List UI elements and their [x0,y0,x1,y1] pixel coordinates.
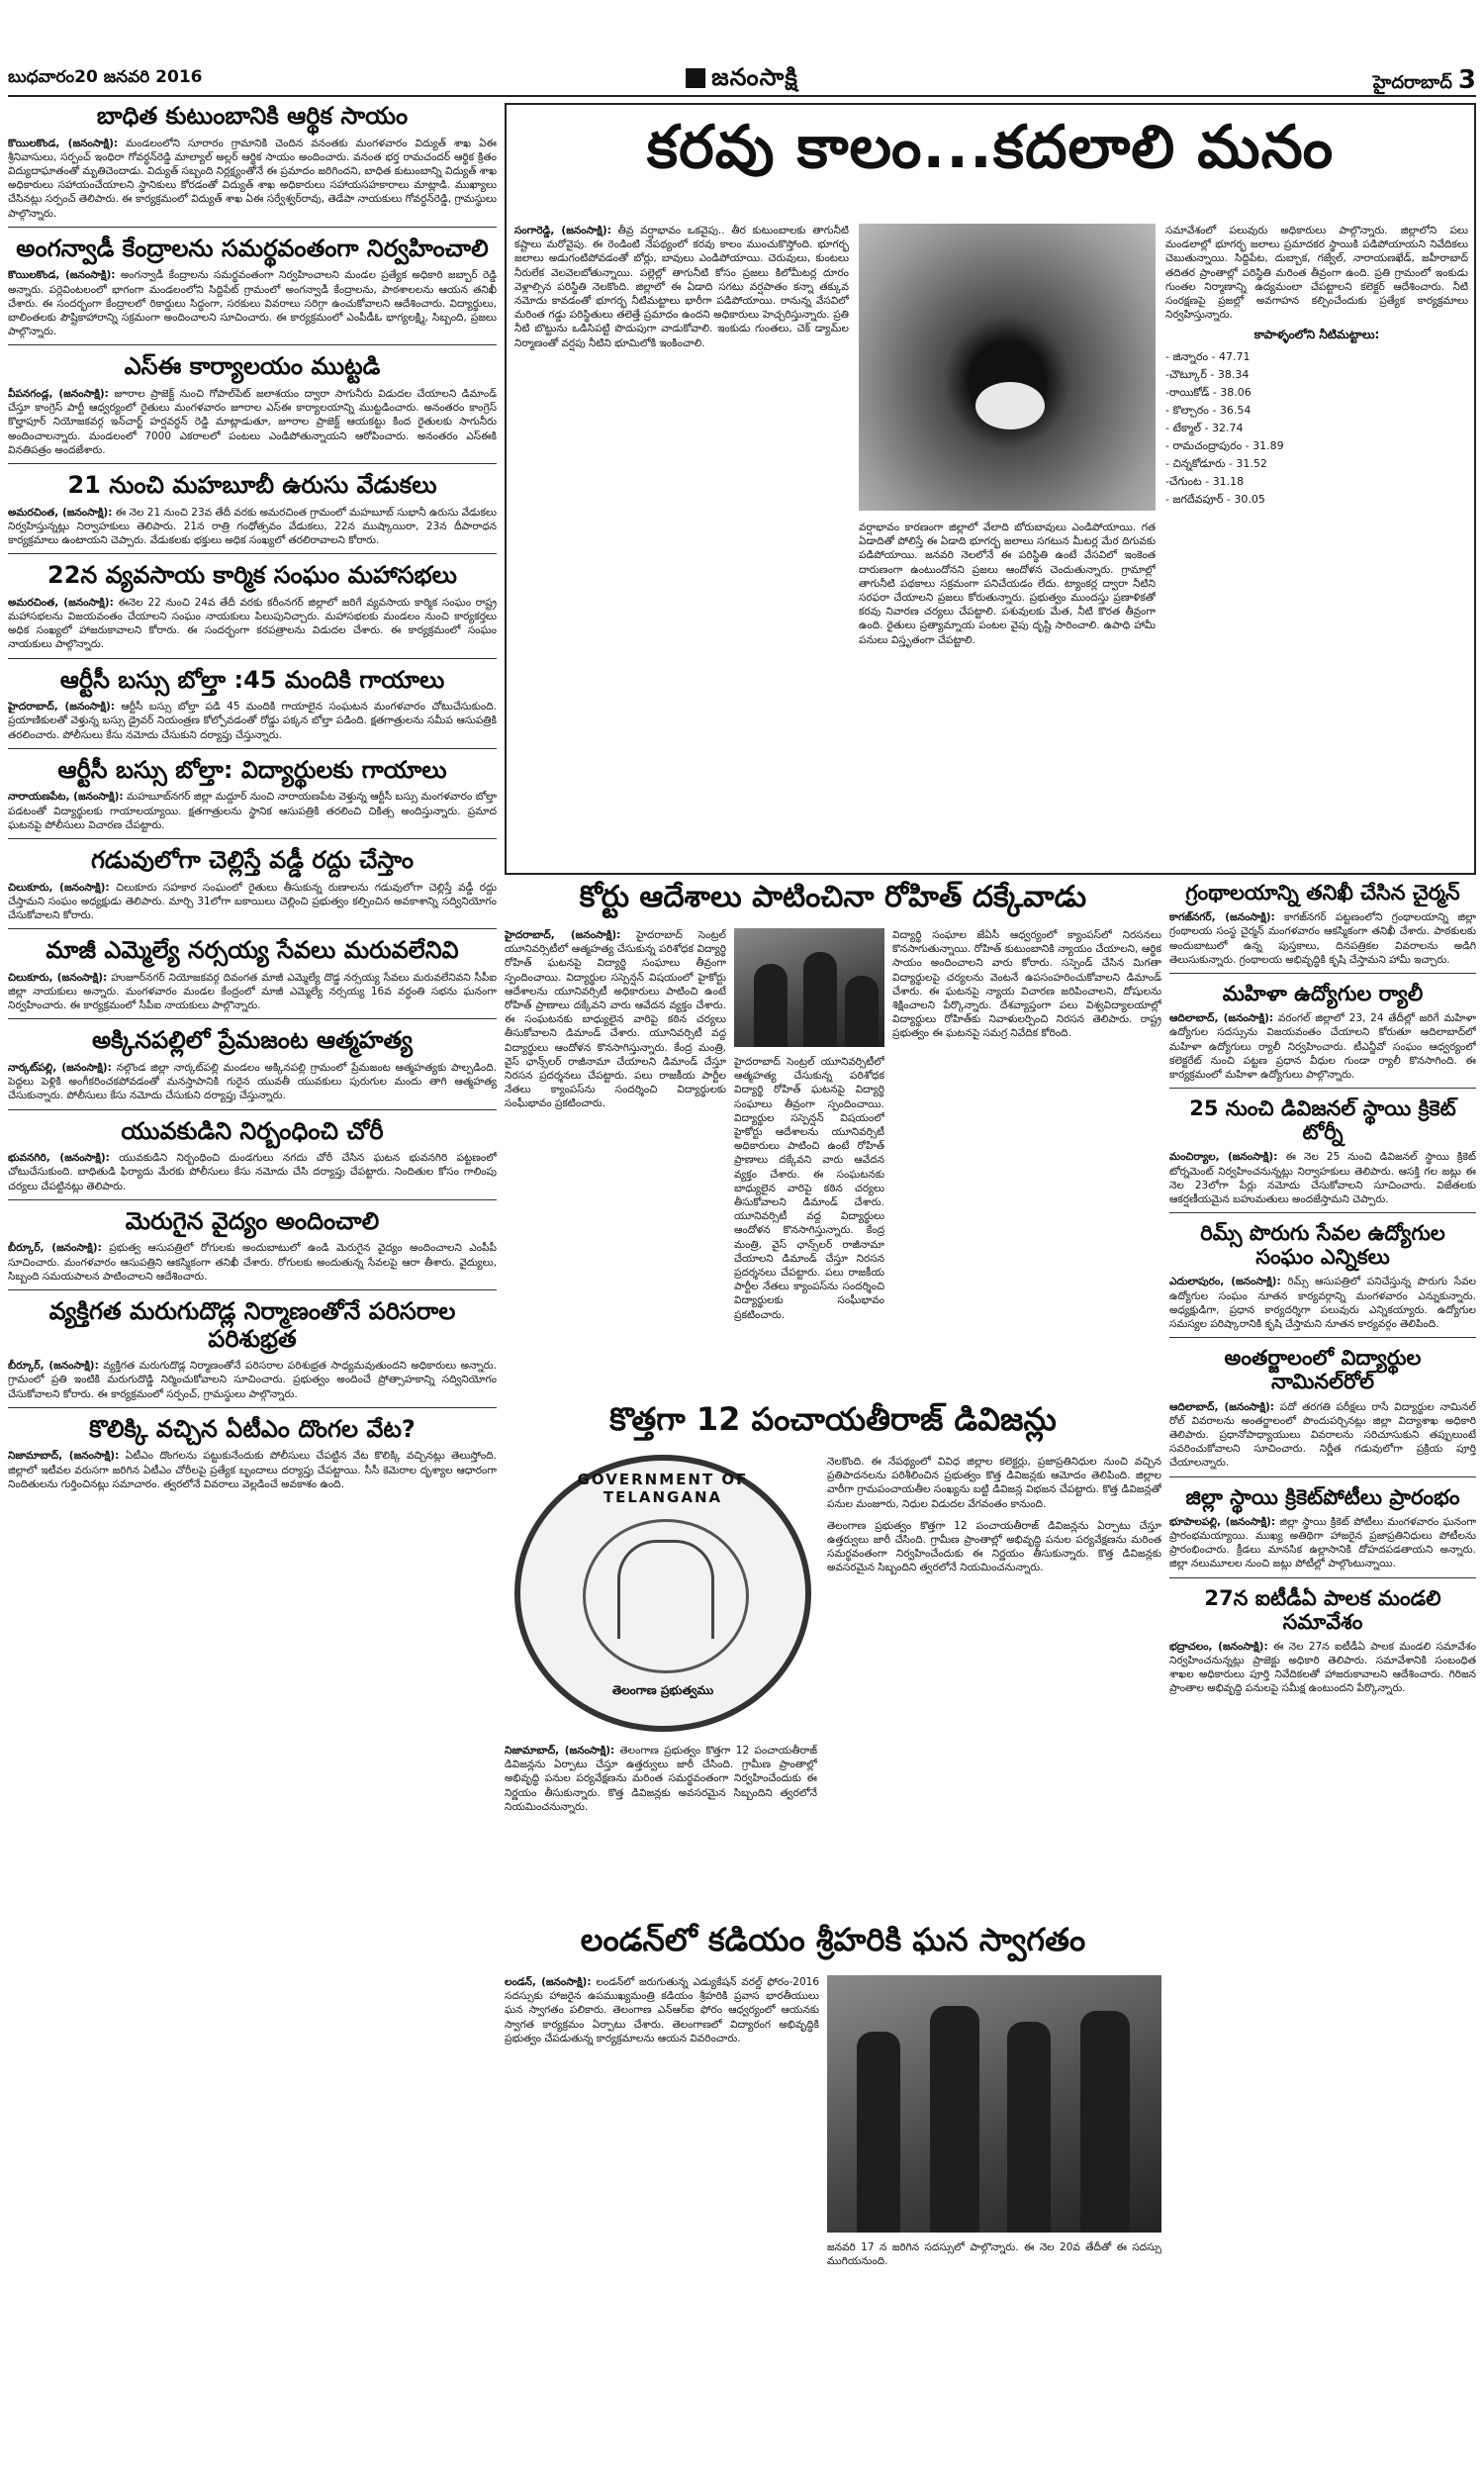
story-text: వరంగల్‌ జిల్లాలో 23, 24 తేదీల్లో జరిగే మహిళా ఉద్యోగుల సదస్సును విజయవంతం చేయాలని కోరుతూ ఆదిలాబాద్‌లో మహిళా ఉద్యోగులు ర్యాలీ నిర్వహించారు. టీఎన్జీవో సంఘం ఆధ్వర్యంలో కలెక్టరేట్‌ నుంచి పట్టణ ప్రధాన వీధుల గుండా ర్యాలీ కొనసాగింది. ఈ కార్యక్రమంలో మహిళా ఉద్యోగులు పాల్గొన్నారు. [1169,1012,1476,1081]
panchayat-column-1: నిజామాబాద్‌, (జనంసాక్షి): తెలంగాణ ప్రభుత్వం కొత్తగా 12 పంచాయతీరాజ్‌ డివిజన్లను ఏర్పాటు చేస్తూ ఉత్తర్వులు జారీ చేసింది. గ్రామీణ ప్రాంతాల్లో అభివృద్ధి పనుల పర్యవేక్షణను మరింత సమర్థవంతంగా నిర్వహించేందుకు ఈ నిర్ణయం తీసుకున్నారు. కొత్త డివిజన్లకు అవసరమైన సిబ్బందిని త్వరలోనే నియమించనున్నారు. [505,1745,817,1813]
news-story [8,472,497,554]
person-figure [803,952,837,1047]
lead-headline: కరవు కాలం...కదలాలి మనం [646,113,1335,182]
news-story [1169,1346,1476,1476]
story-divider [8,748,497,749]
story-dateline: భువనగిరి, (జనంసాక్షి): [8,1152,110,1165]
person-figure [845,976,879,1047]
story-headline: మాజీ ఎమ్మెల్యే నర్సయ్య సేవలు మరువలేనివి [46,936,459,965]
water-level-item: - జిన్నారం - 47.71 [1165,350,1251,364]
story-text: అంగన్వాడీ కేంద్రాలను సమర్థవంతంగా నిర్వహించాలని మండల ప్రత్యేక అధికారి జబ్బార్‌ రెడ్డి అన్నారు. పర్లెవింటలంలో భాగంగా మండలంలోని సిద్దిపేట్‌ గ్రామంలో అంగన్వాడీ కేంద్రాలను, పాఠశాలలను ఆయన తనిఖీ చేశారు. ఈ సందర్భంగా కేంద్రాలలో రికార్డులు సిద్ధంగా, సరకులు వివరాలు సరిగ్గా ఉంచుకోవాలని ఆదేశించారు. విద్యార్థులు, బాలింతలకు పౌష్టికాహారాన్ని సక్రమంగా అందించాలని సూచించారు. ఈ కార్యక్రమంలో ఎంపీడీఓ భాగ్యలక్ష్మి, సిబ్బంది, ప్రజలు పాల్గొన్నారు. [8,269,497,338]
news-story [8,1208,497,1290]
news-story [8,103,497,228]
story-text: ఈనెల 22 నుంచి 24వ తేదీ వరకు కరీంనగర్‌ జిల్లాలో జరిగే వ్యవసాయ కార్మిక సంఘం రాష్ట్ర మహాసభలను విజయవంతం చేయాలని సంఘం నాయకులు పిలుపునిచ్చారు. మహాసభలకు మండలం నుంచి కార్యకర్తలు అధిక సంఖ్యలో హాజరుకావాలని కోరారు. ఈ సందర్భంగా కరపత్రాలను విడుదల చేశారు. ఈ కార్యక్రమంలో సంఘం నాయకులు పాల్గొన్నారు. [8,596,497,651]
left-news-column [8,103,497,2468]
lead-dateline: సంగారెడ్డి, (జనంసాక్షి): [514,225,611,237]
logo-mark-icon [686,68,705,88]
panchayat-headline: కొత్తగా 12 పంచాయతీరాజ్‌ డివిజన్లు [609,1401,1057,1438]
story-body [1169,1011,1476,1082]
story-headline: మెరుగైన వైద్యం అందించాలి [125,1206,380,1235]
water-level-item: - చిన్నకోడూరు - 31.52 [1165,457,1267,471]
story-headline: బాధిత కుటుంబానికి ఆర్థిక సాయం [96,103,409,130]
london-column-2: జనవరి 17 న జరిగిన సదస్సులో పాల్గొన్నారు. ఈ నెల 20వ తేదీతో ఈ సదస్సు ముగియనుంది. [827,2241,1161,2268]
story-text: మహబూబ్‌నగర్‌ జిల్లా మద్దూర్‌ నుంచి నారాయణపేట వెళ్తున్న ఆర్టీసీ బస్సు మంగళవారం బోల్తా పడటంతో విద్యార్థులకు గాయాలయ్యాయి. క్షతగాత్రులను స్థానిక ఆసుపత్రికి తరలించి చికిత్స అందిస్తున్నారు. ప్రమాద ఘటనపై పోలీసులు విచారణ చేపట్టారు. [8,791,497,831]
edition-info [1373,65,1476,97]
page-number: 3 [1457,65,1476,95]
news-story [8,353,497,464]
story-body [8,881,497,923]
london-column-1: లండన్‌, (జనంసాక్షి): లండన్‌లో జరుగుతున్న ఎడ్యుకేషన్‌ వరల్డ్‌ ఫోరం-2016 సదస్సుకు హాజరైన ఉపముఖ్యమంత్రి కడియం శ్రీహరికి ప్రవాస భారతీయులు ఘన స్వాగతం పలికారు. తెలంగాణ ఎన్‌ఆర్‌ఐ ఫోరం ఆధ్వర్యంలో ఆయనకు స్వాగత కార్యక్రమం ఏర్పాటు చేశారు. తెలంగాణలో విద్యారంగ అభివృద్ధికి ప్రభుత్వం చేపడుతున్న కార్యక్రమాలను ఆయన వివరించారు. [505,1976,819,2045]
edition-city: హైదరాబాద్ [1372,72,1452,93]
story-text: ప్రభుత్వ ఆసుపత్రిలో రోగులకు అందుబాటులో ఉండి మెరుగైన వైద్యం అందించాలని ఎంపీపీ సూచించారు. మంగళవారం ఆసుపత్రిని ఆకస్మికంగా తనిఖీ చేశారు. రోగులకు అందుతున్న సేవలపై ఆరా తీశారు. వైద్యులు, సిబ్బంది సమయపాలన పాటించాలని ఆదేశించారు. [8,1242,497,1283]
story-headline: 22న వ్యవసాయ కార్మిక సంఘం మహాసభలు [47,561,457,590]
story-divider [8,1018,497,1019]
story-dateline: అమరచింత, (జనంసాక్షి): [8,596,114,609]
story-divider [8,463,497,464]
story-headline: 21 నుంచి మహబూబీ ఉరుసు వేడుకలు [67,471,437,500]
story-text: ఈ నెల 25 నుంచి డివిజనల్‌ స్థాయి క్రికెట్‌ టోర్నమెంట్‌ నిర్వహించనున్నట్లు నిర్వాహకులు తెలిపారు. ఆసక్తి గల జట్లు ఈ నెల 23లోగా పేర్లు నమోదు చేసుకోవాలని సూచించారు. విజేతలకు ఆకర్షణీయమైన బహుమతులు అందజేస్తామని చెప్పారు. [1169,1151,1476,1205]
story-divider [8,838,497,839]
story-divider [8,553,497,554]
students-photo [734,928,884,1047]
story-text: యువకుడిని నిర్బంధించి దుండగులు నగదు చోరీ చేసిన ఘటన భువనగిరి పట్టణంలో చోటుచేసుకుంది. బాధితుడి ఫిర్యాదు మేరకు పోలీసులు కేసు నమోదు చేసి దర్యాప్తు చేపట్టారు. నిందితుల కోసం గాలింపు చర్యలు చేపట్టినట్లు తెలిపారు. [8,1152,497,1192]
story-body [8,1241,497,1284]
news-story [1169,1096,1476,1213]
story-text: కాగజ్‌నగర్‌ పట్టణంలోని గ్రంథాలయాన్ని జిల్లా గ్రంథాలయ సంస్థ చైర్మన్‌ మంగళవారం ఆకస్మికంగా తనిఖీ చేశారు. పాఠకులకు అందుబాటులో ఉన్న పుస్తకాలు, దినపత్రికల వివరాలను అడిగి తెలుసుకున్నారు. గ్రంథాలయ అభివృద్ధికి కృషి చేస్తామని హామీ ఇచ్చారు. [1169,911,1476,966]
story-text: ఏటీఎం దొంగలను పట్టుకునేందుకు పోలీసులు చేపట్టిన వేట కొలిక్కి వచ్చినట్లు తెలుస్తోంది. జిల్లాలో ఇటీవల వరుసగా జరిగిన ఏటీఎం చోరీలపై ప్రత్యేక బృందాలు దర్యాప్తు చేపట్టాయి. సీసీ కెమెరాల దృశ్యాల ఆధారంగా నిందితులను గుర్తించినట్లు సమాచారం. త్వరలోనే వివరాలు వెల్లడించే అవకాశం ఉంది. [8,1450,497,1490]
story-dateline: కాగజ్‌నగర్‌, (జనంసాక్షి): [1169,911,1275,924]
story-dateline: భూపాలపల్లి, (జనంసాక్షి): [1169,1515,1276,1528]
news-story [8,937,497,1019]
news-story [8,847,497,929]
story-divider [1169,1476,1476,1477]
story-dateline: బీర్కూర్‌, (జనంసాక్షి): [8,1360,99,1373]
news-story [1169,1485,1476,1578]
person-figure [1007,2022,1051,2233]
story-dateline: హైదరాబాద్‌, (జనంసాక్షి): [8,701,115,714]
story-body [8,1449,497,1491]
story-body [8,1151,497,1193]
water-level-item: -చేగుంట - 31.18 [1165,475,1245,489]
story-body [8,137,497,221]
story-body [8,596,497,652]
story-headline: 27న ఐటీడీఏ పాలక మండలి సమావేశం [1204,1585,1441,1634]
newspaper-logo [686,63,798,97]
story-text: ఈ నెల 27న ఐటీడీఏ పాలక మండలి సమావేశం నిర్వహించనున్నట్లు ప్రాజెక్టు అధికారి తెలిపారు. సమావేశానికి సంబంధిత శాఖల అధికారులు పూర్తి నివేదికలతో హాజరుకావాలని ఆదేశించారు. గిరిజన ప్రాంతాల అభివృద్ధి పనులపై సమీక్ష ఉంటుందని పేర్కొన్నారు. [1169,1640,1476,1695]
story-dateline: ఆదిలాబాద్‌, (జనంసాక్షి): [1169,1400,1274,1413]
news-story [8,1416,497,1491]
story-body [1169,1400,1476,1471]
story-divider [8,1289,497,1290]
story-dateline: చిలుకూరు, (జనంసాక్షి): [8,971,108,984]
news-story [1169,1221,1476,1338]
london-dateline: లండన్‌, (జనంసాక్షి): [505,1976,592,1988]
story-divider [1169,1212,1476,1213]
person-figure [754,964,788,1047]
story-divider [8,658,497,659]
story-divider [1169,1577,1476,1578]
story-dateline: నారాయణపేట, (జనంసాక్షి): [8,791,124,804]
water-level-item: - టేక్మాల్‌ - 32.74 [1165,422,1244,435]
story-text: మండలంలోని సూరారం గ్రామానికి చెందిన వనంతకు మంగళవారం విద్యుత్‌ శాఖ ఏఈ శ్రీనివాసులు, సర్పంచ్‌ ఇంధిరా గోవర్ధన్‌రెడ్డి మాల్యాల్‌ అల్లర్‌ ఆర్థిక సాయం అందించారు. వనంత భర్త రామచందర్‌ ఆర్థిక క్రితం విద్యుదాఘాతంతో మృతిచెందాడు. విద్యుత్‌ సబ్బంది నిర్లక్ష్యంతోనే ఈ ప్రమాదం జరిగిందని, బాధిత కుటుంబాన్ని విద్యుత్‌ శాఖ అధికారులు సహాయంచేయాలని స్థానికులు కోరడంతో విద్యుత్‌ శాఖ అధికారులు సహాయసహకారాలు మాట్లాడి. ముఖ్యాలు చేసినట్లు సర్పంచ్‌ తెలిపారు. ఈ కార్యక్రమంలో విద్యుత్‌ శాఖ ఏఈ సర్వేశ్వర్‌రావు, తెడేపా నాయకులు గోవర్ధన్‌రెడ్డి, గ్రామస్థులు పాల్గొన్నారు. [8,137,497,220]
story-text: జిల్లా స్థాయి క్రికెట్‌ పోటీలు మంగళవారం ఘనంగా ప్రారంభమయ్యాయి. ముఖ్య అతిథిగా హాజరైన ప్రజాప్రతినిధులు పోటీలను ప్రారంభించారు. క్రీడలు మానసిక ఉల్లాసానికి దోహదపడతాయని అన్నారు. జిల్లా నలుమూలల నుంచి జట్లు పోటీల్లో పాల్గొంటున్నాయి. [1169,1515,1476,1570]
story-dateline: కొయిలకొండ, (జనంసాక్షి): [8,269,116,282]
right-news-column [1169,881,1476,2468]
story-dateline: అమరచింత, (జనంసాక్షి): [8,506,113,519]
story-headline: అంగన్వాడీ కేంద్రాలను సమర్థవంతంగా నిర్వహించాలి [16,234,489,262]
news-story [8,236,497,346]
story-dateline: ఆదిలాబాద్‌, (జనంసాక్షి): [1169,1012,1274,1025]
stats-heading: కాపాళ్ళంలోని నీటిమట్టాలు: [1253,328,1380,342]
lead-text-b: వర్షాభావం కారణంగా జిల్లాలో వేలాది బోరుబావులు ఎండిపోయాయి. గత ఏడాదితో పోలిస్తే ఈ ఏడాది భూగర్భ జలాలు సగటున మీటర్ల మేర దిగువకు పడిపోయాయి. జనవరి నెలలోనే ఈ పరిస్థితి ఉంటే వేసవిలో ఇంకెంత దారుణంగా ఉంటుందోనని ప్రజలు ఆందోళన చెందుతున్నారు. గ్రామాల్లో తాగునీటి పథకాలు సక్రమంగా పనిచేయడం లేదు. ట్యాంకర్ల ద్వారా నీటిని సరఫరా చేయాలని ప్రజలు కోరుతున్నారు. ప్రభుత్వం ముందస్తు ప్రణాళికతో కరవు నివారణ చర్యలు చేపట్టాలి. పశువులకు మేత, నీటి కొరత తీవ్రంగా ఉంది. రైతులు ప్రత్యామ్నాయ పంటల వైపు దృష్టి సారించాలి. ఉపాధి హామీ పనులు విస్తృతంగా చేపట్టాలి. [859,522,1156,646]
story-body [8,971,497,1013]
story-text: హుజూర్‌నగర్‌ నియోజకవర్గ దివంగత మాజీ ఎమ్మెల్యే దొడ్డ నర్సయ్య సేవలు మరువలేనివని సీపీఐ జిల్లా నాయకులు అన్నారు. మంగళవారం మండల కేంద్రంలో మాజీ ఎమ్మెల్యే నర్సయ్య 16వ వర్ధంతి సభను ఘనంగా నిర్వహించారు. ఈ కార్యక్రమంలో సీపీఐ నాయకులు పాల్గొన్నారు. [8,971,497,1012]
seal-bottom-text: తెలంగాణ ప్రభుత్వము [611,1683,714,1697]
story-body [8,387,497,457]
story-body [8,1359,497,1401]
story-headline: అక్కినపల్లిలో ప్రేమజంట ఆత్మహత్య [91,1026,414,1055]
news-story [8,667,497,749]
story-body [8,268,497,338]
dry-well-photo [859,224,1156,511]
story-divider [8,1199,497,1200]
story-divider [1169,1088,1476,1089]
seal-top-text: GOVERNMENT OF TELANGANA [577,1471,749,1506]
london-story [505,1922,1161,2468]
story-headline: ఆర్టీసీ బస్సు బోల్తా: విద్యార్థులకు గాయాలు [57,755,447,784]
news-story [1169,881,1476,974]
lead-story [505,103,1476,875]
water-level-item: -రాయికోడ్‌ - 38.06 [1165,386,1252,400]
story-headline: కొలిక్కి వచ్చిన ఏటీఎం దొంగల వేట? [89,1414,416,1443]
story-headline: గడువులోగా చెల్లిస్తే వడ్డీ రద్దు చేస్తాం [90,846,415,875]
story-text: ఆర్టీసీ బస్సు బోల్తా పడి 45 మందికి గాయాలైన సంఘటన మంగళవారం చోటుచేసుకుంది. ప్రయాణికులతో వెళ్తున్న బస్సు డ్రైవర్‌ నియంత్రణ కోల్పోవడంతో రోడ్డు పక్కన బోల్తా పడింది. క్షతగాత్రులను సమీప ఆసుపత్రికి తరలించారు. పోలీసులు కేసు నమోదు చేసుకుని దర్యాప్తు చేస్తున్నారు. [8,701,497,741]
story-body [1169,1640,1476,1696]
london-headline: లండన్‌లో కడియం శ్రీహరికి ఘన స్వాగతం [580,1922,1086,1958]
news-story [8,562,497,658]
news-story [1169,1586,1476,1696]
lead-text-a: సంగారెడ్డి, (జనంసాక్షి): తీవ్ర వర్షాభావం ఒకవైపు.. తీర కుటుంబాలకు తాగునీటి కష్టాలు మరోవైపు. ఈ రెండింటి నేపథ్యంలో కరవు కాలం ముంచుకొస్తోంది. భూగర్భ జలాలు అడుగంటిపోవడంతో బోర్లు, బావులు ఎండిపోయాయి. చెరువులు, కుంటలు నీరులేక వెలవెలబోతున్నాయి. పల్లెల్లో తాగునీటి కోసం ప్రజలు కిలోమీటర్ల దూరం వెళ్లాల్సిన పరిస్థితి నెలకొంది. జిల్లాలో ఈ ఏడాది సగటు వర్షపాతం కన్నా తక్కువ నమోదు కావడంతో భూగర్భ నీటిమట్టాలు భారీగా పడిపోయాయి. రానున్న వేసవిలో మరింత గడ్డు పరిస్థితులు తలెత్తే ప్రమాదం ఉందని అధికారులు హెచ్చరిస్తున్నారు. ప్రతి నీటి బొట్టును ఒడిసిపట్టి పొదుపుగా వాడుకోవాలి. ఇంకుడు గుంతలు, చెక్‌ డ్యామ్‌ల నిర్మాణంతో వర్షపు నీటిని భూమిలోకి ఇంకించాలి. [514,225,849,349]
story-divider [1169,973,1476,974]
story-dateline: కొయిలకొండ, (జనంసాక్షి): [8,137,119,149]
well-bottom-light [975,382,1045,429]
story-divider [1169,1337,1476,1338]
rohith-story [505,881,1161,1395]
lead-column-2 [859,521,1156,867]
panchayat-dateline: నిజామాబాద్‌, (జనంసాక్షి): [505,1745,615,1757]
telangana-seal [514,1455,811,1732]
water-level-item: - కొల్చారం - 36.54 [1165,404,1252,418]
lead-column-1 [514,224,849,867]
story-text: నల్గొండ జిల్లా నార్కట్‌పల్లి మండలం అక్కినపల్లి గ్రామంలో ప్రేమజంట ఆత్మహత్యకు పాల్పడింది. పెద్దలు పెళ్లికి అంగీకరించకపోవడంతో మనస్తాపానికి గురైన యువతీ యువకులు పురుగుల మందు తాగి ఆత్మహత్య చేసుకున్నారు. పోలీసులు కేసు నమోదు చేసుకుని దర్యాప్తు చేస్తున్నారు. [8,1062,497,1102]
water-level-list [1165,348,1468,509]
rohith-column-1: హైదరాబాద్‌, (జనంసాక్షి): హైదరాబాద్‌ సెంట్రల్‌ యూనివర్సిటీలో ఆత్మహత్య చేసుకున్న పరిశోధక విద్యార్థి రోహిత్‌ ఘటనపై విద్యార్థి సంఘాలు తీవ్రంగా స్పందించాయి. విద్యార్థుల సస్పెన్షన్‌ విషయంలో హైకోర్టు ఆదేశాలను యూనివర్సిటీ అధికారులు పాటించి ఉంటే రోహిత్‌ ప్రాణాలు దక్కేవని వారు ఆవేదన వ్యక్తం చేశారు. ఈ సంఘటనకు బాధ్యులైన వారిపై కఠిన చర్యలు తీసుకోవాలని డిమాండ్‌ చేశారు. యూనివర్సిటీ వద్ద విద్యార్థులు ఆందోళన కొనసాగిస్తున్నారు. కేంద్ర మంత్రి, వైస్‌ ఛాన్స్‌లర్‌ రాజీనామా చేయాలని డిమాండ్‌ చేస్తూ నిరసన ప్రదర్శనలు చేపట్టారు. పలు రాజకీయ పార్టీల నేతలు క్యాంపస్‌ను సందర్శించి విద్యార్థులకు సంఘీభావం ప్రకటించారు. [505,929,726,1110]
water-level-item: - జగదేవపూర్‌ - 30.05 [1165,493,1265,507]
story-headline: యువకుడిని నిర్బంధించి చోరీ [121,1116,384,1145]
rohith-dateline: హైదరాబాద్‌, (జనంసాక్షి): [505,929,621,941]
story-dateline: నిజామాబాద్‌, (జనంసాక్షి): [8,1450,120,1463]
kakatiya-gate-icon [617,1540,714,1638]
rohith-column-3: విద్యార్థి సంఘాల జేఏసీ ఆధ్వర్యంలో క్యాంపస్‌లో నిరసనలు కొనసాగుతున్నాయి. రోహిత్‌ కుటుంబానికి న్యాయం చేయాలని, ఆర్థిక సాయం అందించాలని వారు కోరారు. సస్పెండ్‌ చేసిన మిగతా విద్యార్థులపై చర్యలను వెంటనే ఉపసంహరించుకోవాలని డిమాండ్‌ చేశారు. ఈ ఘటనపై న్యాయ విచారణ జరిపించాలని, దోషులను శిక్షించాలని పేర్కొన్నారు. దేశవ్యాప్తంగా పలు విశ్వవిద్యాలయాల్లో విద్యార్థులు రోహిత్‌కు నివాళులర్పించి నిరసన తెలిపారు. రాష్ట్ర ప్రభుత్వం ఈ ఘటనపై సమగ్ర నివేదిక కోరింది. [892,929,1161,1040]
story-body [1169,1275,1476,1331]
story-headline: అంతర్జాలంలో విద్యార్థుల నామినల్‌రోల్‌ [1224,1346,1422,1394]
person-figure [930,2006,979,2233]
story-body [8,506,497,548]
news-story [8,1118,497,1200]
story-divider [8,344,497,345]
story-headline: జిల్లా స్థాయి క్రికెట్‌పోటీలు ప్రారంభం [1185,1484,1460,1509]
story-divider [8,1407,497,1408]
story-body [1169,910,1476,967]
story-dateline: వీపనగండ్ల, (జనంసాక్షి): [8,388,109,401]
reception-photo [827,1975,1161,2233]
story-headline: మహిళా ఉద్యోగుల ర్యాలీ [1222,981,1424,1005]
story-body [1169,1150,1476,1206]
story-text: పదో తరగతి పరీక్షలు రాసే విద్యార్థుల నామినల్‌ రోల్‌ వివరాలను అంతర్జాలంలో పొందుపర్చినట్లు జిల్లా విద్యాశాఖ అధికారి తెలిపారు. ప్రధానోపాధ్యాయులు వివరాలను సరిచూసుకుని తప్పులుంటే సవరించుకోవాలని సూచించారు. నిర్ణీత గడువులోగా ప్రక్రియ పూర్తి చేయాలన్నారు. [1169,1400,1476,1470]
lead-column-3 [1165,224,1468,867]
story-headline: ఎస్‌ఈ కార్యాలయం ముట్టడి [124,352,381,381]
panchayat-story [505,1401,1161,1916]
news-story [8,1027,497,1109]
panchayat-column-2: నెలకొంది. ఈ నేపథ్యంలో వివిధ జిల్లాల కలెక్టర్లు, ప్రజాప్రతినిధుల నుంచి వచ్చిన ప్రతిపాదనలను పరిశీలించిన ప్రభుత్వం కొత్త డివిజన్లకు ఆమోదం తెలిపింది. జిల్లాల వారీగా గ్రామపంచాయతీల సంఖ్యను బట్టి డివిజన్ల విభజన చేపట్టారు. కొత్త డివిజన్లతో పనుల మంజూరు, నిధుల విడుదల వేగవంతం కానుంది. తెలంగాణ ప్రభుత్వం కొత్తగా 12 పంచాయతీరాజ్‌ డివిజన్లను ఏర్పాటు చేస్తూ ఉత్తర్వులు జారీ చేసింది. గ్రామీణ ప్రాంతాల్లో అభివృద్ధి పనుల పర్యవేక్షణను మరింత సమర్థవంతంగా నిర్వహించేందుకు ఈ నిర్ణయం తీసుకున్నారు. కొత్త డివిజన్లకు అవసరమైన సిబ్బందిని త్వరలోనే నియమించనున్నారు. [827,1456,1161,1574]
story-body [8,700,497,742]
story-headline: ఆర్టీసీ బస్సు బోల్తా :45 మందికి గాయాలు [59,665,445,694]
story-dateline: ఎదులాపురం, (జనంసాక్షి): [1169,1276,1281,1288]
water-level-item: -చౌట్కూర్‌ - 38.34 [1165,368,1250,382]
story-headline: 25 నుంచి డివిజనల్‌ స్థాయి క్రికెట్‌ టోర్నీ [1189,1096,1456,1145]
person-figure [857,2032,900,2233]
story-body [8,1061,497,1103]
story-body [8,790,497,832]
story-text: జూరాల ప్రాజెక్ట్‌ నుంచి గోపాల్‌పేట్‌ జలాశయం ద్వారా సాగునీరు విడుదల చేయాలని డిమాండ్‌ చేస్తూ కాంగ్రెస్‌ పార్టీ ఆధ్వర్యంలో రైతులు మంగళవారం జూరాల ఎస్‌ఈ కార్యాలయాన్ని ముట్టడించారు. అనంతరం కాంగ్రెస్‌ కొల్హాపూర్‌ నియోజకవర్గ ఇన్‌చార్జ్‌ హర్షవర్ధన్‌ రెడ్డి మాట్లాడుతూ, జూరాల ప్రాజెక్ట్‌ ఆయకట్టు కింద రైతులకు సాగునీరు అందించాలన్నారు. మండలంలో 7000 ఎకరాలలో పంటలు ఎండిపోతున్నాయని ఆరోపించారు. అనంతరం ఎస్‌ఈకి వినతిపత్రం అందజేశారు. [8,388,497,456]
story-headline: రిమ్స్‌ పొరుగు సేవల ఉద్యోగుల సంఘం ఎన్నికలు [1200,1221,1445,1270]
story-dateline: చిలుకూరు, (జనంసాక్షి): [8,881,110,894]
news-story [8,757,497,839]
story-text: చిలుకూరు సహకార సంఘంలో రైతులు తీసుకున్న రుణాలను గడువులోగా చెల్లిస్తే వడ్డీ రద్దు చేస్తామని సంఘం అధ్యక్షుడు తెలిపారు. మార్చి 31లోగా బకాయిలు చెల్లించి ప్రభుత్వం కల్పించిన అవకాశాన్ని సద్వినియోగం చేసుకోవాలని కోరారు. [8,881,497,922]
story-headline: గ్రంథాలయాన్ని తనిఖీ చేసిన చైర్మన్‌ [1185,881,1460,904]
story-divider [8,1109,497,1110]
logo-text: జనంసాక్షి [711,63,798,91]
story-divider [8,227,497,228]
rohith-headline: కోర్టు ఆదేశాలు పాటించినా రోహిత్‌ దక్కేవాడు [579,881,1087,914]
story-body [1169,1515,1476,1571]
rohith-column-2: హైదరాబాద్‌ సెంట్రల్‌ యూనివర్సిటీలో ఆత్మహత్య చేసుకున్న పరిశోధక విద్యార్థి రోహిత్‌ ఘటనపై విద్యార్థి సంఘాలు తీవ్రంగా స్పందించాయి. విద్యార్థుల సస్పెన్షన్‌ విషయంలో హైకోర్టు ఆదేశాలను యూనివర్సిటీ అధికారులు పాటించి ఉంటే రోహిత్‌ ప్రాణాలు దక్కేవని వారు ఆవేదన వ్యక్తం చేశారు. ఈ సంఘటనకు బాధ్యులైన వారిపై కఠిన చర్యలు తీసుకోవాలని డిమాండ్‌ చేశారు. యూనివర్సిటీ వద్ద విద్యార్థులు ఆందోళన కొనసాగిస్తున్నారు. కేంద్ర మంత్రి, వైస్‌ ఛాన్స్‌లర్‌ రాజీనామా చేయాలని డిమాండ్‌ చేస్తూ నిరసన ప్రదర్శనలు చేపట్టారు. పలు రాజకీయ పార్టీల నేతలు క్యాంపస్‌ను సందర్శించి విద్యార్థులకు సంఘీభావం ప్రకటించారు. [734,1056,884,1321]
story-divider [8,928,497,929]
masthead [8,61,1476,97]
story-dateline: నార్కట్‌పల్లి, (జనంసాక్షి): [8,1062,112,1075]
story-dateline: మంచిర్యాల, (జనంసాక్షి): [1169,1151,1278,1164]
story-dateline: భద్రాచలం, (జనంసాక్షి): [1169,1640,1268,1653]
water-level-item: - రామచంద్రాపురం - 31.89 [1165,439,1284,453]
story-dateline: బీర్కూర్‌, (జనంసాక్షి): [8,1242,102,1255]
news-story [8,1298,497,1408]
lead-text-c: సమావేశంలో పలువురు అధికారులు పాల్గొన్నారు. జిల్లాలోని పలు మండలాల్లో భూగర్భ జలాలు ప్రమాదకర స్థాయికి పడిపోయాయని నివేదికలు చెబుతున్నాయి. సిద్దిపేట, దుబ్బాక, గజ్వేల్‌, నారాయణఖేడ్‌, జహీరాబాద్‌ తదితర ప్రాంతాల్లో పరిస్థితి మరింత తీవ్రంగా ఉంది. ప్రతి గ్రామంలో ఇంకుడు గుంతల నిర్మాణాన్ని ఉద్యమంలా చేపట్టాలని కలెక్టర్‌ ఆదేశించారు. నీటి సంరక్షణపై ప్రజల్లో అవగాహన కల్పించేందుకు ప్రత్యేక కార్యక్రమాలు నిర్వహిస్తున్నారు. [1165,225,1468,322]
issue-date: బుధవారం20 జనవరి 2016 [8,67,203,87]
story-text: ఈ నెల 21 నుంచి 23వ తేదీ వరకు అమరచింత గ్రామంలో మహబూబ్‌ సుభానీ ఉరుసు వేడుకలు నిర్వహిస్తున్నట్లు నిర్వాహకులు తెలిపారు. 21న రాత్రి గంధోత్సవం వేడుకలు, 22న ముష్కాయిరా, 23న దీపారాధన కార్యక్రమాలు ఉంటాయని చెప్పారు. వేడుకలకు భక్తులు అధిక సంఖ్యలో తరలిరావాలని కోరారు. [8,506,497,547]
news-story [1169,982,1476,1089]
story-text: రిమ్స్‌ ఆసుపత్రిలో పనిచేస్తున్న పొరుగు సేవల ఉద్యోగుల సంఘం నూతన కార్యవర్గాన్ని మంగళవారం ఎన్నుకున్నారు. అధ్యక్షుడిగా, ప్రధాన కార్యదర్శిగా పలువురు ఎన్నికయ్యారు. ఉద్యోగుల సమస్యల పరిష్కారానికి కృషి చేస్తామని నూతన కార్యవర్గం తెలిపింది. [1169,1276,1476,1331]
story-text: వ్యక్తిగత మరుగుదొడ్ల నిర్మాణంతోనే పరిసరాల పరిశుభ్రత సాధ్యమవుతుందని అధికారులు అన్నారు. గ్రామంలో ప్రతి ఇంటికి మరుగుదొడ్డి నిర్మించుకోవాలని సూచించారు. ప్రభుత్వం అందించే ప్రోత్సాహకాన్ని సద్వినియోగం చేసుకోవాలని కోరారు. ఈ కార్యక్రమంలో సర్పంచ్‌, గ్రామస్థులు పాల్గొన్నారు. [8,1360,497,1400]
person-figure [1080,2011,1130,2233]
story-headline: వ్యక్తిగత మరుగుదొడ్ల నిర్మాణంతోనే పరిసరాల పరిశుభ్రత [48,1297,456,1353]
